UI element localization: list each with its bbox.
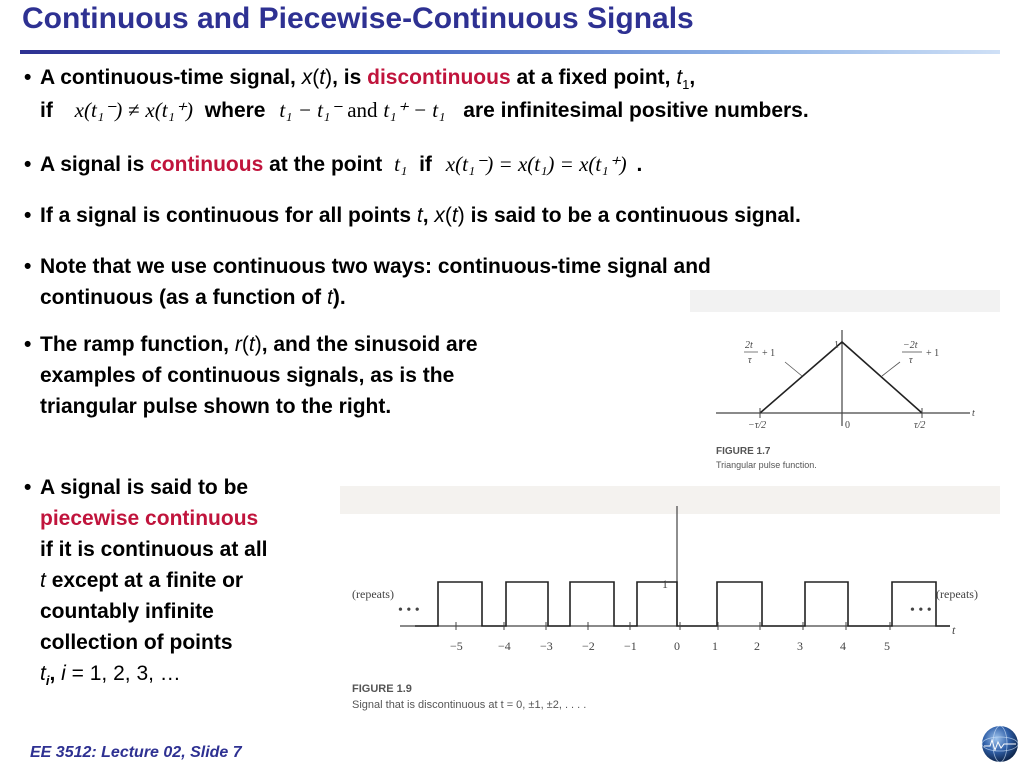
tick-zero-label: 0 bbox=[845, 420, 850, 431]
highlight-continuous: continuous bbox=[150, 153, 264, 176]
bullet-dot: • bbox=[24, 153, 32, 176]
left-label-den: τ bbox=[748, 355, 752, 366]
tick-label: −3 bbox=[540, 639, 553, 653]
figure19-caption-title: FIGURE 1.9 bbox=[352, 683, 412, 695]
text: If a signal is continuous for all points bbox=[40, 204, 412, 227]
figure19-caption-text: Signal that is discontinuous at t = 0, ±1, ±2, . . . . bbox=[352, 699, 587, 711]
tick-label: 0 bbox=[674, 639, 680, 653]
text-if: if bbox=[419, 153, 432, 176]
highlight-piecewise-continuous: piecewise continuous bbox=[40, 507, 259, 530]
right-leader-line bbox=[882, 362, 900, 376]
axis-t-label: t bbox=[972, 408, 975, 419]
slide-footer: EE 3512: Lecture 02, Slide 7 bbox=[30, 744, 242, 761]
left-label-plus: + 1 bbox=[762, 348, 776, 359]
math-continuity-condition: x(t₁⁻) = x(t₁) = x(t₁⁺) bbox=[445, 152, 627, 176]
text: are infinitesimal positive numbers. bbox=[463, 99, 809, 122]
math-point: t₁ bbox=[394, 152, 408, 176]
subscript-i: i bbox=[45, 673, 50, 689]
tick-label: −4 bbox=[498, 639, 511, 653]
text: countably infinite bbox=[40, 600, 214, 623]
var-t: t bbox=[327, 286, 333, 309]
text: , is bbox=[332, 66, 362, 89]
text: , bbox=[422, 204, 429, 227]
math-cond-rhs: x(t₁⁺) bbox=[145, 98, 193, 122]
tick-label: 4 bbox=[840, 639, 846, 653]
figure-triangular-pulse bbox=[690, 290, 1000, 476]
math-neq: ≠ bbox=[128, 98, 140, 122]
peak-label: 1 bbox=[834, 340, 839, 351]
bullet-dot: • bbox=[24, 333, 32, 356]
tick-label: −5 bbox=[450, 639, 463, 653]
text: , bbox=[689, 66, 696, 89]
math-and: and bbox=[347, 98, 378, 122]
repeats-left-label: (repeats) bbox=[352, 587, 394, 601]
bullet-dot: • bbox=[24, 204, 32, 227]
tick-label: 2 bbox=[754, 639, 760, 653]
var-t: t bbox=[319, 66, 326, 89]
text: . bbox=[636, 153, 643, 176]
math-where-a: t₁ − t₁⁻ bbox=[279, 98, 342, 122]
subscript: 1 bbox=[682, 77, 690, 93]
text: is said to be a continuous signal. bbox=[470, 204, 801, 227]
var-t: t bbox=[248, 333, 255, 356]
text: A continuous-time signal, bbox=[40, 66, 296, 89]
var-t: t bbox=[40, 662, 46, 685]
var-t1: t bbox=[676, 66, 683, 89]
right-label-num: −2t bbox=[903, 340, 918, 351]
text: examples of continuous signals, as is the bbox=[40, 364, 455, 387]
text-where: where bbox=[204, 99, 266, 122]
scan-shadow bbox=[690, 290, 1000, 312]
var-i: i bbox=[61, 662, 66, 685]
text: A signal is bbox=[40, 153, 145, 176]
dots-left: • • • bbox=[398, 603, 420, 618]
text-if: if bbox=[40, 99, 53, 122]
tick-right-label: τ/2 bbox=[914, 420, 926, 431]
text: at the point bbox=[269, 153, 383, 176]
var-x: x bbox=[301, 66, 313, 89]
right-label-plus: + 1 bbox=[926, 348, 940, 359]
title-underline bbox=[20, 50, 1000, 54]
text: if it is continuous at all bbox=[40, 538, 268, 561]
text: ). bbox=[332, 286, 346, 309]
var-r: r bbox=[234, 333, 242, 356]
math-where-b: t₁⁺ − t₁ bbox=[383, 98, 446, 122]
tick-left-label: −τ/2 bbox=[748, 420, 767, 431]
var-t: t bbox=[451, 204, 458, 227]
var-x: x bbox=[434, 204, 445, 227]
highlight-discontinuous: discontinuous bbox=[367, 66, 511, 89]
math-cond-lhs: x(t₁⁻) bbox=[74, 98, 123, 122]
text: = 1, 2, 3, … bbox=[71, 662, 181, 685]
left-leader-line bbox=[785, 362, 802, 376]
text: The ramp function, bbox=[40, 333, 229, 356]
repeats-right-label: (repeats) bbox=[936, 587, 978, 601]
right-label-den: τ bbox=[909, 355, 913, 366]
text: Note that we use continuous two ways: continuous-time signal and bbox=[40, 255, 711, 278]
level-one-label: 1 bbox=[662, 577, 668, 591]
square-wave-curve bbox=[415, 582, 950, 626]
triangle-pulse-curve bbox=[760, 342, 922, 413]
text: triangular pulse shown to the right. bbox=[40, 395, 392, 418]
text: A signal is said to be bbox=[40, 476, 249, 499]
scan-shadow bbox=[340, 486, 1000, 514]
globe-logo-icon bbox=[980, 724, 1020, 764]
var-t: t bbox=[40, 569, 46, 592]
tick-label: −1 bbox=[624, 639, 637, 653]
tick-label: 5 bbox=[884, 639, 890, 653]
bullet-dot: • bbox=[24, 66, 32, 89]
axis-t-label: t bbox=[952, 623, 956, 637]
dots-right: • • • bbox=[910, 603, 932, 618]
text: , and the sinusoid are bbox=[261, 333, 478, 356]
figure17-caption-title: FIGURE 1.7 bbox=[716, 446, 771, 457]
bullet-dot: • bbox=[24, 476, 32, 499]
text: at a fixed point, bbox=[516, 66, 671, 89]
var-t: t bbox=[416, 204, 423, 227]
slide-title: Continuous and Piecewise-Continuous Signals bbox=[22, 2, 694, 35]
text: continuous (as a function of bbox=[40, 286, 322, 309]
tick-labels bbox=[450, 622, 890, 653]
figure-square-wave bbox=[340, 486, 1000, 720]
text: except at a finite or bbox=[51, 569, 244, 592]
bullet-dot: • bbox=[24, 255, 32, 278]
tick-label: 1 bbox=[712, 639, 718, 653]
tick-label: −2 bbox=[582, 639, 595, 653]
text: collection of points bbox=[40, 631, 233, 654]
tick-label: 3 bbox=[797, 639, 803, 653]
left-label-num: 2t bbox=[745, 340, 753, 351]
figure17-caption-text: Triangular pulse function. bbox=[716, 460, 817, 470]
